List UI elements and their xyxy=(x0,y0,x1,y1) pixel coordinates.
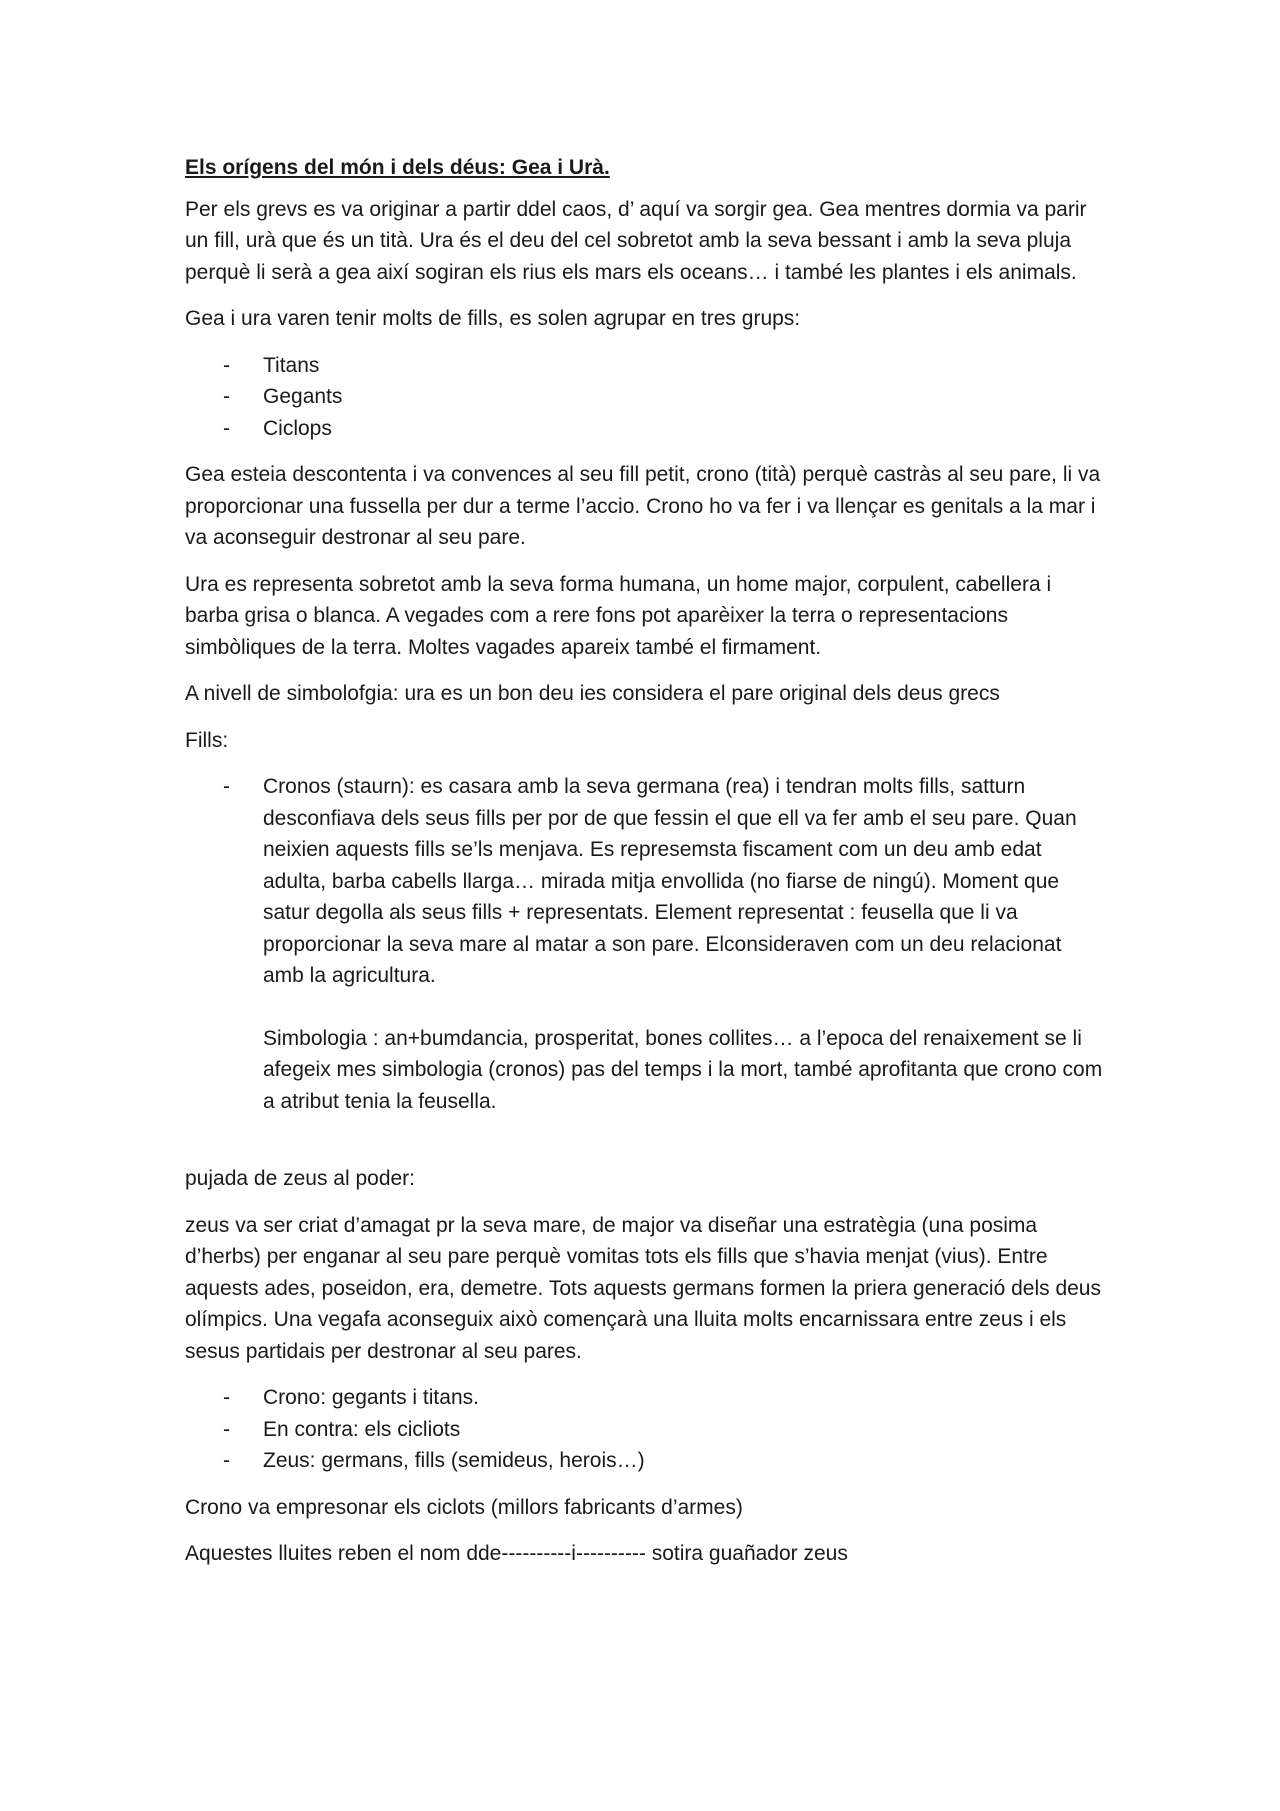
list-item: - Ciclops xyxy=(185,413,1105,445)
blank-line xyxy=(185,1132,1105,1163)
paragraph-fills-heading: Fills: xyxy=(185,728,229,752)
list-groups xyxy=(185,350,1105,445)
paragraph-zeus-heading: pujada de zeus al poder: xyxy=(185,1167,416,1190)
paragraph-crono-prison: Crono va empresonar els ciclots (millors fabricants d’armes) xyxy=(185,1495,743,1519)
list-item: - Titans xyxy=(185,350,1105,382)
paragraph-symbology: A nivell de simbolofgia: ura es un bon deu ies considera el pare original dels deus grecs xyxy=(185,682,1000,705)
dash-bullet: - xyxy=(223,1449,230,1472)
list-item: - Zeus: germans, fills (semideus, herois…) xyxy=(185,1445,1105,1477)
dash-bullet: - xyxy=(223,775,230,798)
document-page xyxy=(185,152,1105,1585)
dash-bullet: - xyxy=(223,1417,230,1441)
dash-bullet: - xyxy=(223,416,230,440)
dash-bullet: - xyxy=(223,1386,230,1409)
list-fills xyxy=(185,771,1105,1117)
paragraph-battles: Aquestes lluites reben el nom dde----------i---------- sotira guañador zeus xyxy=(185,1542,848,1565)
paragraph-origins: Per els grevs es va originar a partir ddel caos, d’ aquí va sorgir gea. Gea mentres dormia va parir un fill, urà que és un tità. Ura és el deu del cel sobretot amb la seva bessant i amb la seva pluja perquè li serà a gea així sogiran els rius els mars els oceans… i també les plantes i els animals. xyxy=(185,197,1087,284)
paragraph-zeus: zeus va ser criat d’amagat pr la seva mare, de major va diseñar una estratègia (una posima d’herbs) per enganar al seu pare perquè vomitas tots els fills que s’havia menjat (vius). Entre aquests ades, poseidon, era, demetre. Tots aquests germans formen la priera generació dels deus olímpics. Una vegafa aconseguix això començarà una lluita molts encarnissara entre zeus i els sesus partidais per destronar al seu pares. xyxy=(185,1213,1101,1363)
list-item: - Crono: gegants i titans. xyxy=(185,1382,1105,1414)
list-item xyxy=(185,771,1105,1117)
list-item: - En contra: els cicliots xyxy=(185,1414,1105,1446)
dash-bullet: - xyxy=(223,353,230,377)
cronos-symbology: Simbologia : an+bumdancia, prosperitat, bones collites… a l’epoca del renaixement se li afegeix mes simbologia (cronos) pas del temps i la mort, també aprofitanta que crono com a atribut tenia la feusella. xyxy=(263,1026,1103,1113)
dash-bullet: - xyxy=(223,385,230,408)
list-item: - Gegants xyxy=(185,381,1105,413)
paragraph-groups-intro: Gea i ura varen tenir molts de fills, es solen agrupar en tres grups: xyxy=(185,307,801,330)
document-title: Els orígens del món i dels déus: Gea i Urà. xyxy=(185,156,610,179)
list-sides xyxy=(185,1382,1105,1477)
cronos-description: Cronos (staurn): es casara amb la seva germana (rea) i tendran molts fills, satturn desconfiava dels seus fills per por de que fessin el que ell va fer amb el seu pare. Quan neixien aquests fills se’ls menjava. Es represemsta fiscament com un deu amb edat adulta, barba cabells llarga… mirada mitja envollida (no fiarse de ningú). Moment que satur degolla als seus fills + representats. Element representat : feusella que li va proporcionar la seva mare al matar a son pare. Elconsideraven com un deu relacionat amb la agricultura. xyxy=(263,775,1077,987)
paragraph-gea-crono: Gea esteia descontenta i va convences al seu fill petit, crono (tità) perquè castràs al seu pare, li va proporcionar una fussella per dur a terme l’accio. Crono ho va fer i va llençar es genitals a la mar i va aconseguir destronar al seu pare. xyxy=(185,463,1101,549)
paragraph-ura-representation: Ura es representa sobretot amb la seva forma humana, un home major, corpulent, cabellera i barba grisa o blanca. A vegades com a rere fons pot aparèixer la terra o representacions simbòliques de la terra. Moltes vagades apareix també el firmament. xyxy=(185,572,1052,659)
